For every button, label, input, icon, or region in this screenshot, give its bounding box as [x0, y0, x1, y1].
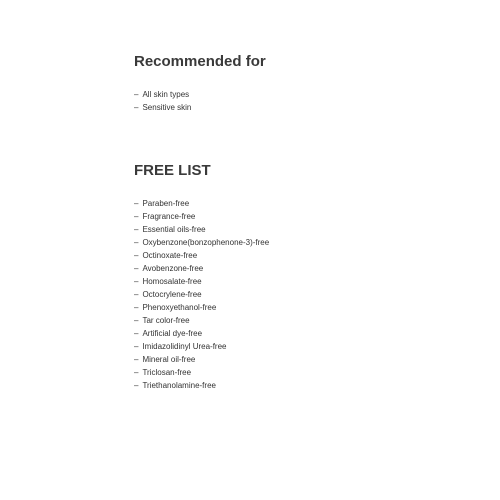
free-list-item [134, 275, 269, 288]
dash-bullet: – [134, 355, 139, 364]
list-item-label: Avobenzone-free [142, 264, 204, 273]
list-item-label: All skin types [142, 90, 190, 99]
free-list-item [134, 288, 269, 301]
dash-bullet: – [134, 264, 139, 273]
dash-bullet: – [134, 90, 139, 99]
list-item-label: Essential oils-free [142, 225, 206, 234]
dash-bullet: – [134, 329, 139, 338]
list-item-label: Triclosan-free [142, 368, 192, 377]
list-item-label: Octinoxate-free [142, 251, 198, 260]
free-list-item [134, 353, 269, 366]
list-item-label: Phenoxyethanol-free [142, 303, 217, 312]
list-item-label: Imidazolidinyl Urea-free [142, 342, 227, 351]
recommended-item [134, 88, 191, 101]
recommended-item [134, 101, 191, 114]
free-list-item [134, 249, 269, 262]
list-item-label: Homosalate-free [142, 277, 202, 286]
free-list-item [134, 236, 269, 249]
dash-bullet: – [134, 212, 139, 221]
dash-bullet: – [134, 238, 139, 247]
dash-bullet: – [134, 251, 139, 260]
list-item-label: Artificial dye-free [142, 329, 203, 338]
list-item-label: Fragrance-free [142, 212, 196, 221]
dash-bullet: – [134, 381, 139, 390]
dash-bullet: – [134, 277, 139, 286]
dash-bullet: – [134, 290, 139, 299]
list-item-label: Tar color-free [142, 316, 190, 325]
free-list-item [134, 210, 269, 223]
list-item-label: Mineral oil-free [142, 355, 196, 364]
dash-bullet: – [134, 303, 139, 312]
free-list-item [134, 379, 269, 392]
free-list-item [134, 223, 269, 236]
dash-bullet: – [134, 368, 139, 377]
dash-bullet: – [134, 316, 139, 325]
free-list-item [134, 314, 269, 327]
recommended-for-list [134, 88, 191, 114]
list-item-label: Sensitive skin [142, 103, 192, 112]
list-item-label: Paraben-free [142, 199, 190, 208]
dash-bullet: – [134, 342, 139, 351]
recommended-for-heading: Recommended for [134, 53, 266, 70]
list-item-label: Triethanolamine-free [142, 381, 216, 390]
free-list-item [134, 301, 269, 314]
free-list-item [134, 366, 269, 379]
list-item-label: Oxybenzone(bonzophenone-3)-free [142, 238, 270, 247]
free-list-item [134, 262, 269, 275]
list-item-label: Octocrylene-free [142, 290, 202, 299]
free-list-item [134, 197, 269, 210]
free-list-heading: FREE LIST [134, 162, 211, 179]
free-list [134, 197, 269, 392]
free-list-item [134, 340, 269, 353]
dash-bullet: – [134, 199, 139, 208]
free-list-item [134, 327, 269, 340]
dash-bullet: – [134, 225, 139, 234]
dash-bullet: – [134, 103, 139, 112]
